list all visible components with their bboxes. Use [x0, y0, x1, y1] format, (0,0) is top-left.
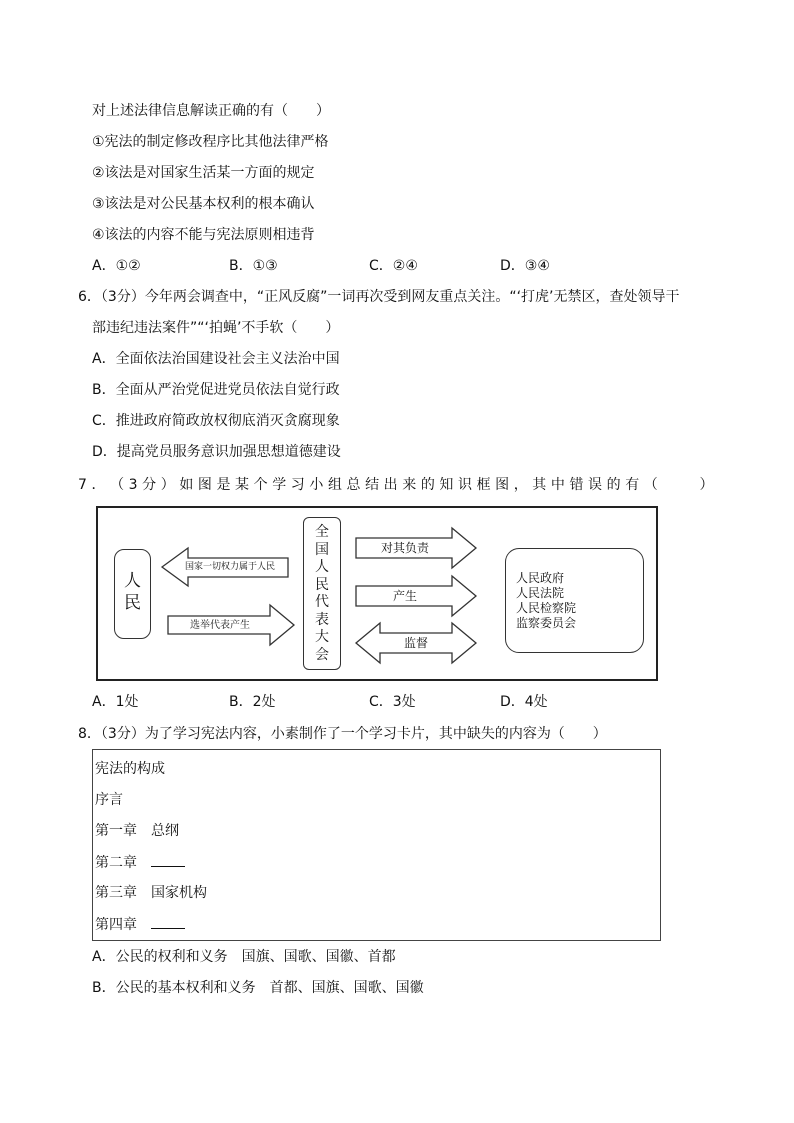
q7-stem-char: ． — [91, 477, 106, 493]
q5-option-b[interactable]: B．①③ — [229, 258, 278, 274]
q7-stem-char: 其 — [532, 477, 547, 493]
arrow-left-label: 国家一切权力属于人民 — [184, 562, 275, 572]
q6-option-c[interactable]: C．推进政府简政放权彻底消灭贪腐现象 — [92, 413, 340, 429]
q7-stem-char: （ — [643, 477, 658, 493]
q7-stem-char: 图 — [197, 477, 212, 493]
knowledge-diagram — [96, 506, 658, 681]
q7-stem-char: 误 — [588, 477, 603, 493]
q7-stem-char: 组 — [327, 477, 342, 493]
card-line-chapter2 — [95, 852, 185, 873]
q7-stem-char: 结 — [365, 477, 380, 493]
q6-option-a[interactable]: A．全面依法治国建设社会主义法治中国 — [92, 351, 340, 367]
congress-char: 全 — [315, 524, 329, 540]
q7-stem-char: 错 — [569, 477, 584, 493]
q5-item-2: ②该法是对国家生活某一方面的规定 — [92, 165, 315, 181]
congress-char: 人 — [315, 559, 329, 575]
organ-item: 监察委员会 — [516, 616, 577, 630]
q7-stem-char: 来 — [402, 477, 417, 493]
card-line-chapter3: 第三章 国家机构 — [95, 885, 207, 901]
q7-stem-char: 学 — [272, 477, 287, 493]
q7-stem-char: 某 — [235, 477, 250, 493]
q7-stem — [78, 475, 714, 495]
q7-stem-char: ） — [160, 477, 175, 493]
q7-stem-char: （ — [110, 477, 125, 493]
congress-box — [303, 517, 341, 670]
q7-stem-char: 识 — [457, 477, 472, 493]
organ-item: 人民法院 — [516, 586, 565, 600]
q7-stem-char: 出 — [383, 477, 398, 493]
q7-stem-char: 中 — [550, 477, 565, 493]
congress-char: 大 — [315, 629, 329, 645]
q8-option-b[interactable]: B．公民的基本权利和义务 首都、国旗、国歌、国徽 — [92, 980, 424, 996]
arrow-responsible-label: 对其负责 — [380, 541, 429, 555]
card-line-preamble: 序言 — [95, 792, 123, 808]
q7-stem-char: ） — [699, 477, 714, 493]
congress-char: 表 — [315, 611, 329, 628]
arrow-supervise-label: 监督 — [403, 636, 428, 650]
q7-stem-char: 知 — [439, 477, 454, 493]
q7-stem-char — [662, 475, 676, 495]
q7-stem-char: 总 — [346, 477, 361, 493]
q6-option-b[interactable]: B．全面从严治党促进党员依法自觉行政 — [92, 382, 340, 398]
card-line-chapter4 — [95, 914, 185, 935]
state-organs-box — [505, 548, 644, 653]
state-organs-list — [516, 571, 576, 631]
q7-stem-char — [681, 475, 695, 495]
q7-stem-char: 小 — [309, 477, 324, 493]
q7-stem-char: 分 — [142, 477, 157, 493]
card-line-title: 宪法的构成 — [95, 761, 165, 777]
q5-option-d[interactable]: D．③④ — [500, 258, 550, 274]
chapter4-blank — [151, 914, 185, 929]
q6-option-d[interactable]: D．提高党员服务意识加强思想道德建设 — [92, 444, 341, 460]
q7-option-c[interactable]: C．3处 — [369, 694, 416, 710]
q7-stem-char: 有 — [625, 477, 640, 493]
q7-stem-char: 是 — [216, 477, 231, 493]
people-label: 人民 — [124, 571, 141, 613]
q5-option-c[interactable]: C．②④ — [369, 258, 418, 274]
card-line-chapter1: 第一章 总纲 — [95, 823, 179, 839]
congress-label — [304, 524, 340, 664]
q5-options — [92, 256, 712, 276]
congress-char: 国 — [315, 541, 329, 558]
q7-stem-char: 的 — [606, 477, 621, 493]
q7-stem-char: 7 — [78, 477, 87, 493]
q6-stem-line2: 部违纪违法案件”“‘拍蝇’不手软（ ） — [92, 320, 340, 336]
q5-item-1: ①宪法的制定修改程序比其他法律严格 — [92, 134, 329, 150]
congress-char: 代 — [315, 594, 329, 610]
congress-char: 民 — [315, 576, 329, 593]
q5-option-a[interactable]: A．①② — [92, 258, 141, 274]
chapter2-label: 第二章 — [95, 855, 151, 871]
q7-stem-char: 的 — [420, 477, 435, 493]
q7-stem-char: 图 — [495, 477, 510, 493]
q7-option-d[interactable]: D．4处 — [500, 694, 548, 710]
q7-options — [92, 692, 712, 712]
organ-item: 人民政府 — [516, 571, 565, 585]
chapter2-blank — [151, 852, 185, 867]
q7-stem-char: 个 — [253, 477, 268, 493]
q7-stem-char: 如 — [179, 477, 194, 493]
q7-stem-char: 框 — [476, 477, 491, 493]
congress-char: 会 — [315, 646, 329, 663]
q5-item-3: ③该法是对公民基本权利的根本确认 — [92, 196, 315, 212]
chapter4-label: 第四章 — [95, 917, 151, 933]
q5-stem: 对上述法律信息解读正确的有（ ） — [92, 103, 330, 119]
q5-item-4: ④该法的内容不能与宪法原则相违背 — [92, 227, 315, 243]
q8-stem: 8．（3分）为了学习宪法内容，小素制作了一个学习卡片，其中缺失的内容为（ ） — [78, 726, 607, 742]
q7-option-b[interactable]: B．2处 — [229, 694, 276, 710]
q8-option-a[interactable]: A．公民的权利和义务 国旗、国歌、国徽、首都 — [92, 949, 396, 965]
study-card — [92, 749, 661, 941]
organ-item: 人民检察院 — [516, 601, 577, 615]
arrow-produce-label: 产生 — [392, 589, 417, 603]
arrow-right-label: 选举代表产生 — [190, 620, 250, 631]
q7-stem-char: ， — [513, 477, 528, 493]
q7-stem-char: 习 — [290, 477, 305, 493]
q7-option-a[interactable]: A．1处 — [92, 694, 139, 710]
q6-stem-line1: 6．（3分）今年两会调查中，“正风反腐”一词再次受到网友重点关注。“‘打虎’无禁区，查处领导干 — [78, 289, 680, 305]
q7-stem-char: 3 — [128, 477, 138, 493]
